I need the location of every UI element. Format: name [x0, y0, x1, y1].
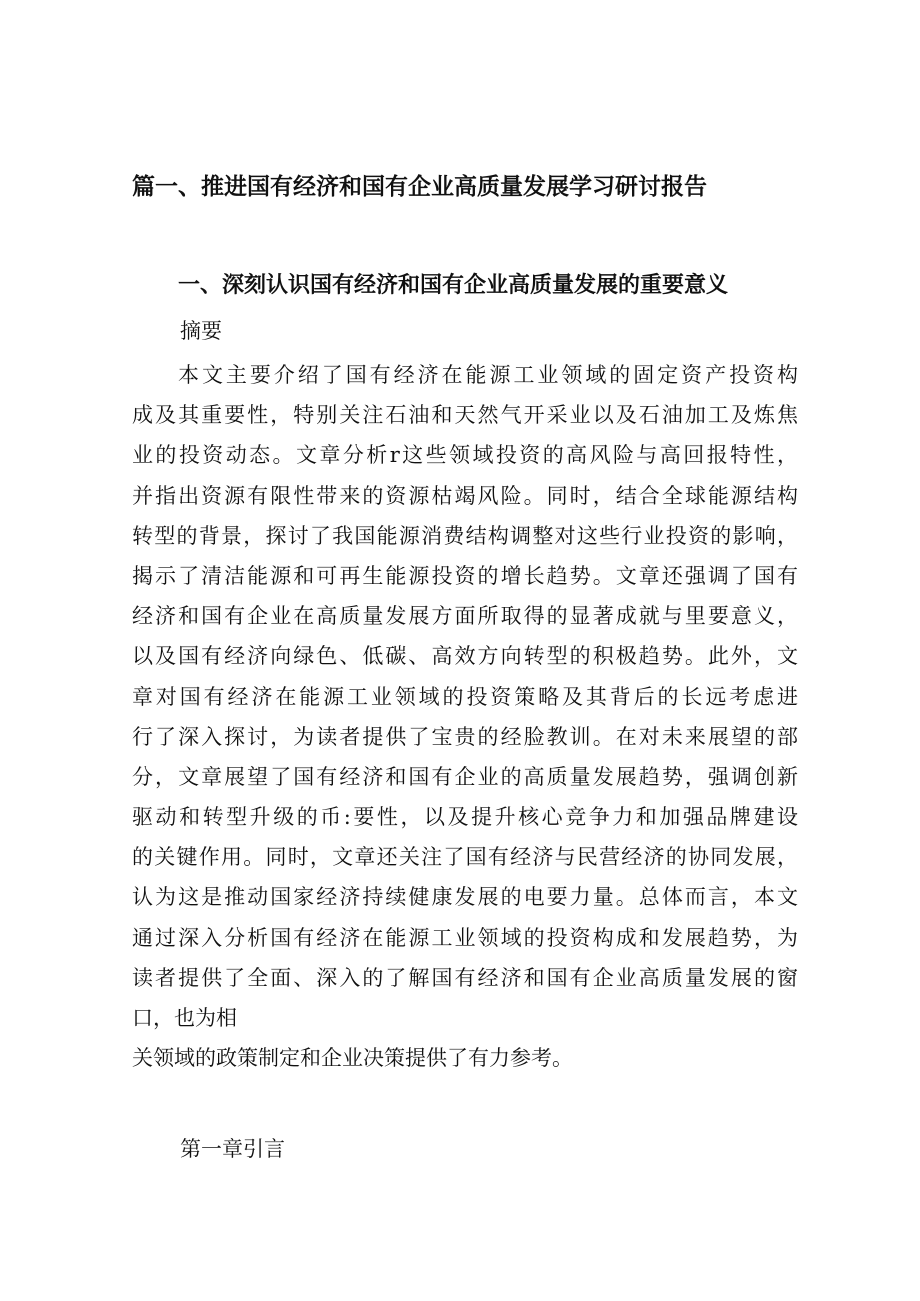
- abstract-line: 驱动和转型升级的币:要性，以及提升核心竞争力和加强品牌建设: [132, 805, 798, 830]
- abstract-line: 以及国有经济向绿色、低碳、高效方向转型的积极趋势。此外，文: [132, 644, 798, 669]
- abstract-label: 摘要: [180, 319, 222, 343]
- chapter-heading: 第一章引言: [180, 1137, 285, 1161]
- abstract-line: 行了深入探讨，为读者提供了宝贵的经脸教训。在对未来展望的部: [132, 724, 798, 749]
- section-heading: 一、深刻认识国有经济和国有企业高质量发展的重要意义: [178, 273, 729, 298]
- abstract-line: 本文主要介绍了国有经济在能源工业领域的固定资产投资构: [178, 363, 798, 387]
- abstract-line: 转型的背景，探讨了我国能源消费结构调整对这些行业投资的影响，: [132, 523, 798, 548]
- abstract-line: 业的投资动态。文章分析r这些领域投资的高风险与高回报特性，: [132, 443, 798, 468]
- abstract-line: 分，文章展望了国有经济和国有企业的高质量发展趋势，强调创新: [132, 764, 798, 789]
- abstract-line: 关领域的政策制定和企业决策提供了有力参考。: [132, 1046, 573, 1071]
- abstract-line: 读者提供了全面、深入的了解国有经济和国有企业高质量发展的窗: [132, 965, 798, 990]
- abstract-line: 章对国有经济在能源工业领域的投资策略及其背后的长远考虑进: [132, 684, 798, 709]
- abstract-line: 认为这是推动国家经济持续健康发展的电要力量。总体而言，本文: [132, 885, 798, 910]
- abstract-body: [132, 355, 798, 1078]
- abstract-line: 并指出资源有限性带来的资源枯竭风险。同时，结合全球能源结构: [132, 483, 798, 508]
- abstract-line: 通过深入分析国有经济在能源工业领域的投资构成和发展趋势，为: [132, 925, 798, 950]
- abstract-line: 揭示了清洁能源和可再生能源投资的增长趋势。文章还强调了国有: [132, 563, 798, 588]
- document-title: 篇一、推进国有经济和国有企业高质量发展学习研讨报告: [132, 174, 707, 200]
- abstract-line: 的关键作用。同时，文章还关注了国有经济与民营经济的协同发展，: [132, 845, 798, 870]
- abstract-line: 经济和国有企业在高质量发展方面所取得的显著成就与里要意义，: [132, 604, 798, 629]
- abstract-line: 成及其重要性，特别关注石油和天然气开采业以及石油加工及炼焦: [132, 403, 798, 428]
- abstract-line: 口，也为相: [132, 1006, 237, 1030]
